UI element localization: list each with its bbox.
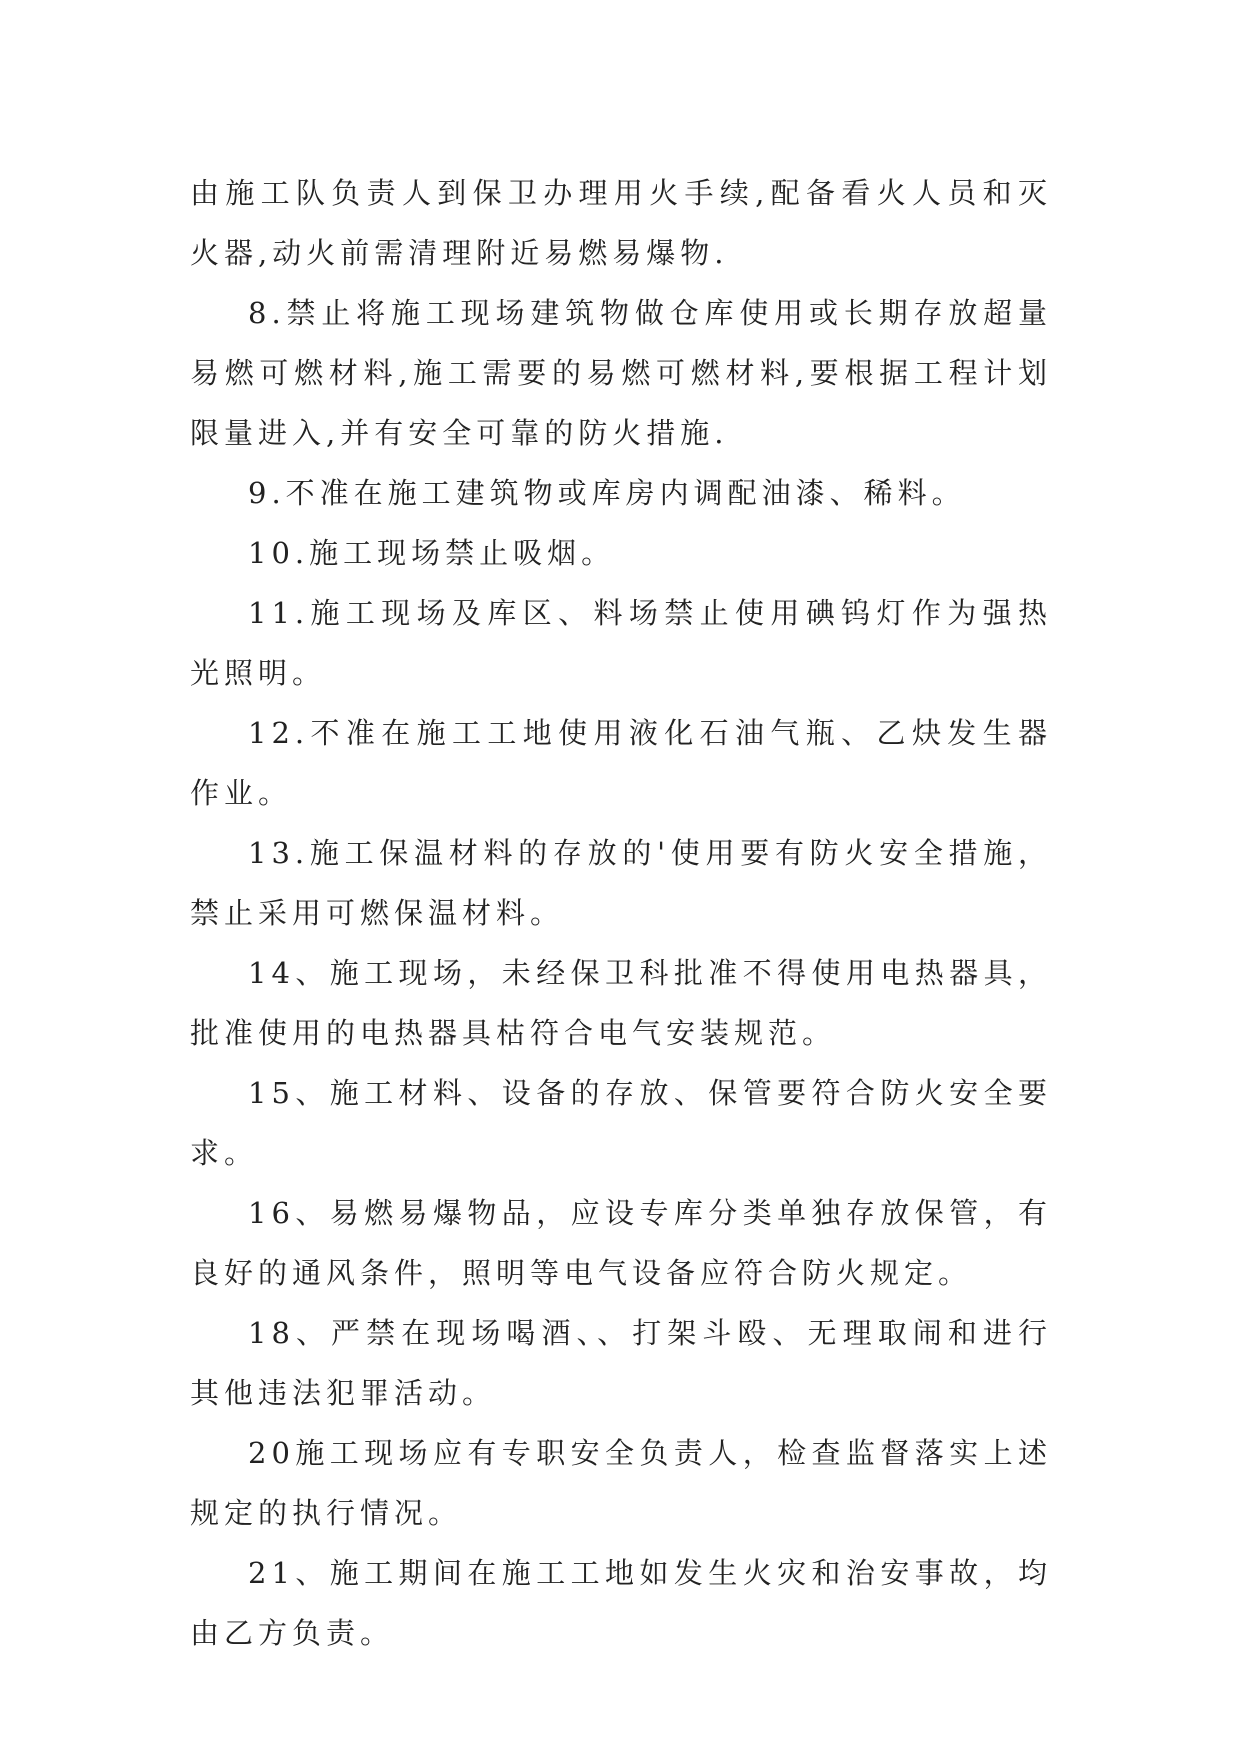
paragraph-item-9: 9.不准在施工建筑物或库房内调配油漆、稀料。	[248, 476, 966, 510]
document-body	[190, 163, 1052, 1663]
paragraph-item-15: 15、施工材料、设备的存放、保管要符合防火安全要求。	[190, 1076, 1052, 1170]
paragraph-item-14: 14、施工现场，未经保卫科批准不得使用电热器具，批准使用的电热器具枯符合电气安装规范。	[190, 956, 1052, 1050]
paragraph-item-20: 20施工现场应有专职安全负责人，检查监督落实上述规定的执行情况。	[190, 1436, 1052, 1530]
paragraph-item-12: 12.不准在施工工地使用液化石油气瓶、乙炔发生器作业。	[190, 716, 1052, 810]
paragraph-item-8: 8.禁止将施工现场建筑物做仓库使用或长期存放超量易燃可燃材料,施工需要的易燃可燃材料,要根据工程计划限量进入,并有安全可靠的防火措施.	[190, 296, 1052, 450]
paragraph-item-10: 10.施工现场禁止吸烟。	[248, 536, 616, 570]
paragraph-item-13: 13.施工保温材料的存放的'使用要有防火安全措施，禁止采用可燃保温材料。	[190, 836, 1052, 930]
paragraph-item-21: 21、施工期间在施工工地如发生火灾和治安事故，均由乙方负责。	[190, 1556, 1052, 1650]
paragraph-item-11: 11.施工现场及库区、料场禁止使用碘钨灯作为强热光照明。	[190, 596, 1052, 690]
paragraph-item-18: 18、严禁在现场喝酒、、打架斗殴、无理取闹和进行其他违法犯罪活动。	[190, 1316, 1052, 1410]
paragraph-fire-permit: 由施工队负责人到保卫办理用火手续,配备看火人员和灭火器,动火前需清理附近易燃易爆物.	[190, 176, 1052, 270]
paragraph-item-16: 16、易燃易爆物品，应设专库分类单独存放保管，有良好的通风条件，照明等电气设备应符合防火规定。	[190, 1196, 1052, 1290]
